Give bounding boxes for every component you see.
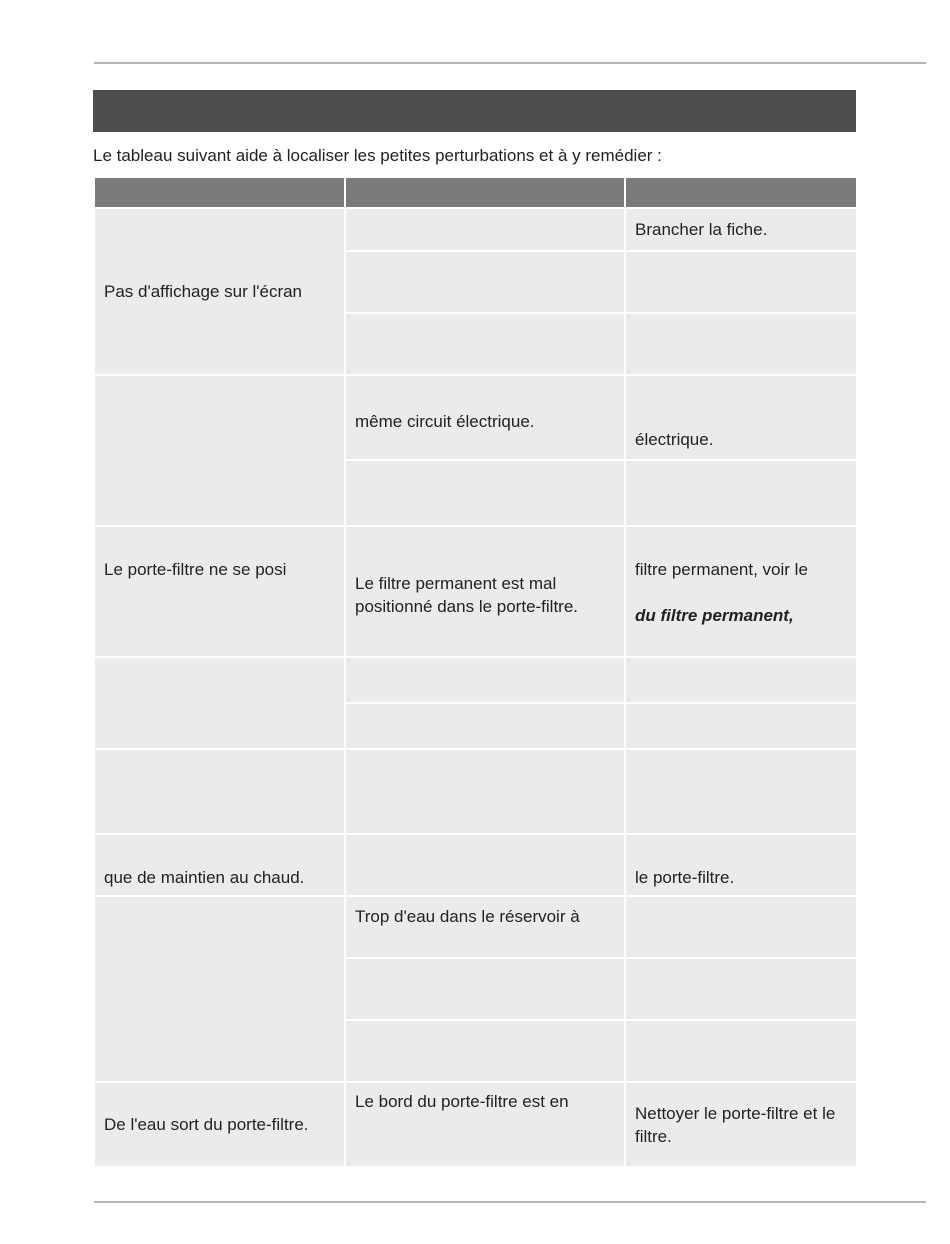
cause-cell: Trop d'eau dans le réservoir à <box>345 896 625 958</box>
table-row <box>94 526 857 657</box>
remedy-cell: électrique. <box>625 375 857 460</box>
table-row <box>94 657 857 703</box>
remedy-cell <box>625 749 857 834</box>
cause-cell <box>345 703 625 749</box>
table-row <box>94 375 857 460</box>
remedy-cell <box>625 703 857 749</box>
remedy-cell <box>625 251 857 313</box>
problem-cell: Pas d'affichage sur l'écran <box>94 208 345 375</box>
cause-cell <box>345 657 625 703</box>
troubleshooting-table <box>93 176 858 1168</box>
problem-cell <box>94 657 345 749</box>
header-remedy <box>625 177 857 208</box>
problem-cell <box>94 749 345 834</box>
cause-cell <box>345 1020 625 1082</box>
remedy-cell <box>625 896 857 958</box>
cause-cell <box>345 460 625 526</box>
table-row <box>94 1082 857 1167</box>
bottom-rule <box>94 1201 926 1203</box>
cause-cell <box>345 749 625 834</box>
table-row <box>94 208 857 251</box>
cause-cell: Le bord du porte-filtre est en <box>345 1082 625 1167</box>
cause-cell: Le filtre permanent est mal positionné dans le porte-filtre. <box>345 526 625 657</box>
remedy-cell <box>625 526 857 657</box>
remedy-cell <box>625 313 857 375</box>
remedy-text: filtre permanent, voir le <box>635 560 808 579</box>
table-row <box>94 834 857 896</box>
remedy-cell: le porte-filtre. <box>625 834 857 896</box>
cause-cell <box>345 251 625 313</box>
remedy-reference: du filtre permanent, <box>635 606 794 625</box>
problem-cell: Le porte-filtre ne se posi <box>94 526 345 657</box>
remedy-cell <box>625 1020 857 1082</box>
section-title-bar <box>93 90 856 132</box>
remedy-cell <box>625 958 857 1020</box>
problem-cell: que de maintien au chaud. <box>94 834 345 896</box>
table-row <box>94 896 857 958</box>
cause-cell <box>345 958 625 1020</box>
cause-cell <box>345 208 625 251</box>
cause-cell <box>345 834 625 896</box>
table-header-row <box>94 177 857 208</box>
cause-cell <box>345 313 625 375</box>
problem-cell <box>94 375 345 526</box>
problem-cell: De l'eau sort du porte-filtre. <box>94 1082 345 1167</box>
remedy-cell <box>625 460 857 526</box>
header-cause <box>345 177 625 208</box>
remedy-cell: Brancher la fiche. <box>625 208 857 251</box>
problem-cell <box>94 896 345 1082</box>
table-row <box>94 749 857 834</box>
top-rule <box>94 62 926 64</box>
intro-text: Le tableau suivant aide à localiser les petites perturbations et à y remédier : <box>93 146 662 165</box>
header-problem <box>94 177 345 208</box>
remedy-cell <box>625 657 857 703</box>
cause-cell: même circuit électrique. <box>345 375 625 460</box>
remedy-cell: Nettoyer le porte-filtre et le filtre. <box>625 1082 857 1167</box>
